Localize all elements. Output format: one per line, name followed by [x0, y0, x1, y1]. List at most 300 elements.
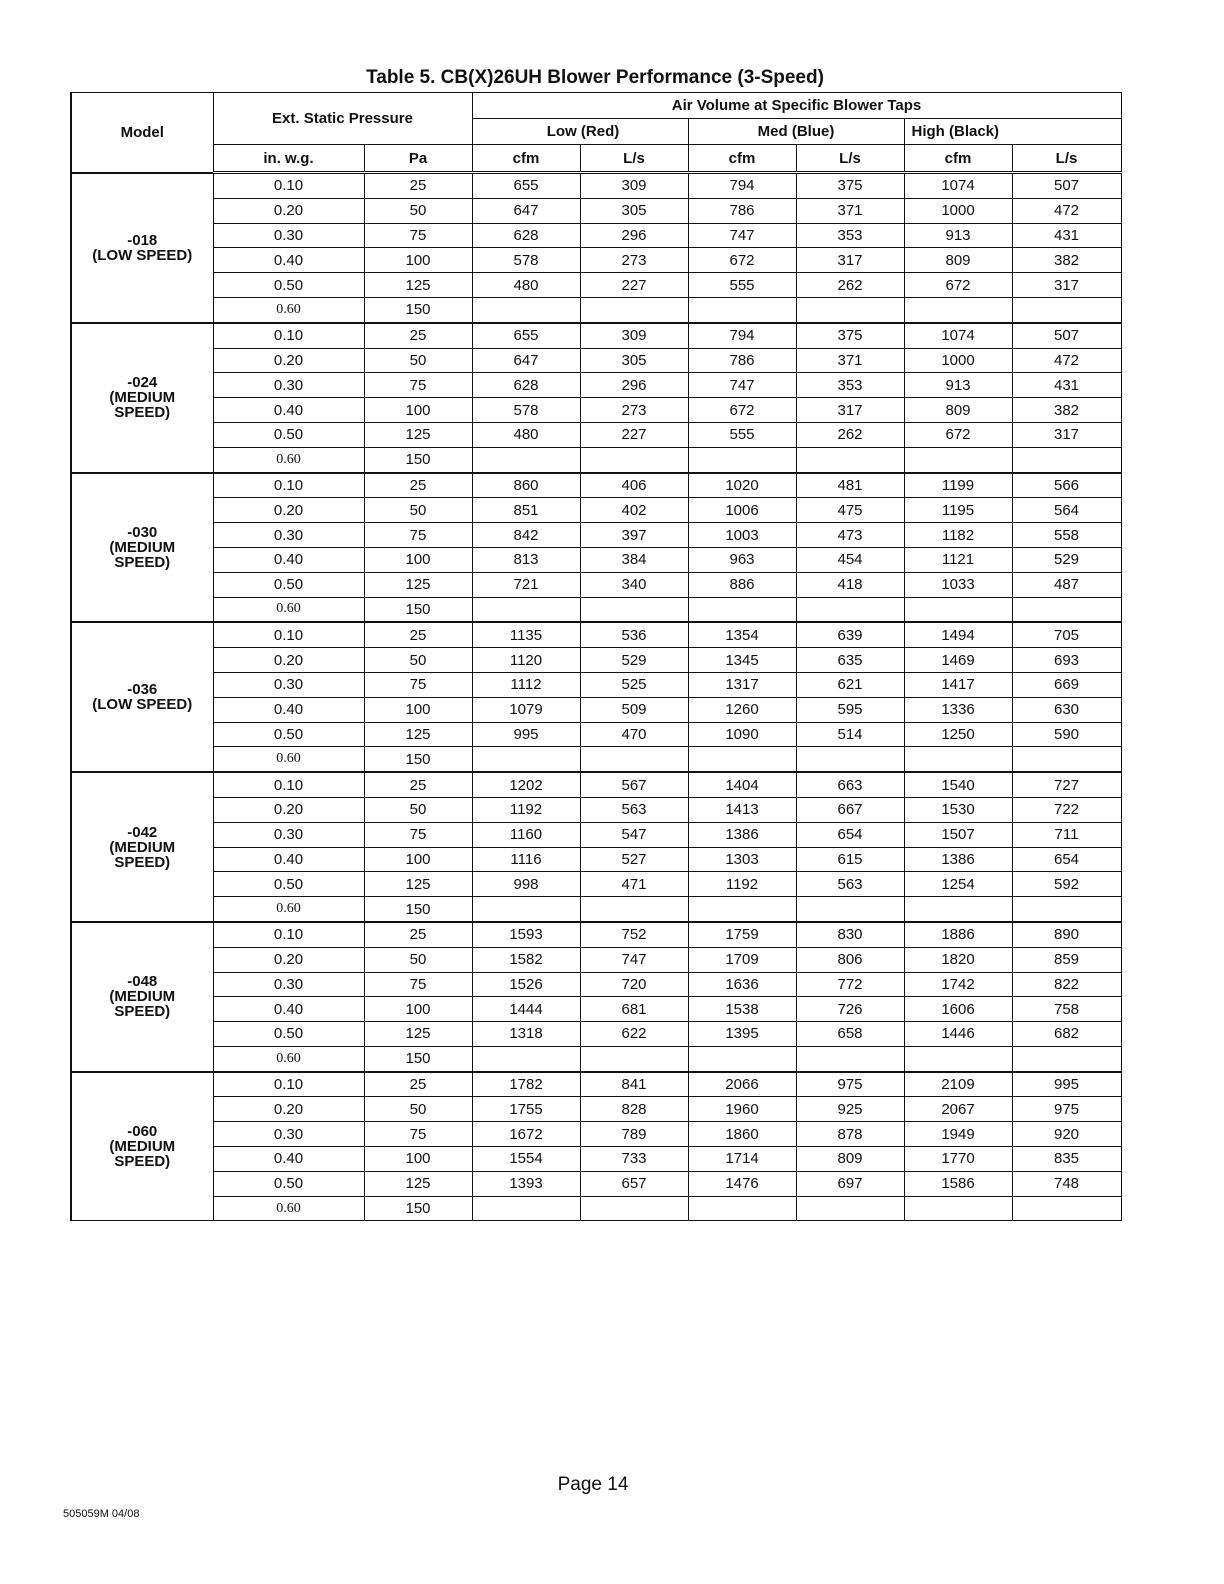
table-row — [71, 173, 1121, 199]
airflow-cell: 1000 — [904, 348, 1012, 373]
airflow-cell: 1469 — [904, 648, 1012, 673]
airflow-cell: 590 — [1012, 722, 1121, 747]
airflow-cell — [580, 1196, 688, 1221]
model-label — [71, 1072, 213, 1221]
airflow-cell: 472 — [1012, 348, 1121, 373]
airflow-cell — [580, 447, 688, 472]
pressure-inwg-cell: 0.20 — [213, 198, 364, 223]
table-row — [71, 1196, 1121, 1221]
pressure-inwg-cell: 0.50 — [213, 722, 364, 747]
airflow-cell: 828 — [580, 1097, 688, 1122]
airflow-cell: 655 — [472, 173, 580, 199]
airflow-cell: 890 — [1012, 922, 1121, 947]
pressure-pa-cell: 150 — [364, 297, 472, 322]
pressure-pa-cell: 125 — [364, 422, 472, 447]
pressure-pa-cell: 150 — [364, 897, 472, 922]
airflow-cell: 1395 — [688, 1022, 796, 1047]
model-label-line: (MEDIUM — [109, 538, 176, 556]
airflow-cell: 1759 — [688, 922, 796, 947]
airflow-cell: 566 — [1012, 473, 1121, 498]
airflow-cell: 1116 — [472, 847, 580, 872]
airflow-cell: 1526 — [472, 972, 580, 997]
unit-med-cfm: cfm — [688, 145, 796, 173]
airflow-cell: 667 — [796, 797, 904, 822]
table-row — [71, 547, 1121, 572]
airflow-cell: 475 — [796, 498, 904, 523]
airflow-cell: 1530 — [904, 797, 1012, 822]
table-row — [71, 447, 1121, 472]
airflow-cell: 317 — [796, 398, 904, 423]
table-row — [71, 348, 1121, 373]
pressure-pa-cell: 50 — [364, 198, 472, 223]
airflow-cell: 975 — [1012, 1097, 1121, 1122]
airflow-cell: 1135 — [472, 622, 580, 647]
tap-high-header: High (Black) — [904, 119, 1121, 145]
pressure-inwg-cell: 0.40 — [213, 1147, 364, 1172]
pressure-inwg-cell: 0.60 — [213, 747, 364, 772]
airflow-cell — [580, 897, 688, 922]
table-row — [71, 872, 1121, 897]
airflow-cell: 371 — [796, 198, 904, 223]
unit-high-ls: L/s — [1012, 145, 1121, 173]
airflow-cell: 509 — [580, 697, 688, 722]
airflow-cell: 525 — [580, 672, 688, 697]
airflow-cell — [904, 447, 1012, 472]
airflow-cell: 672 — [688, 248, 796, 273]
airflow-cell: 1586 — [904, 1171, 1012, 1196]
pressure-inwg-cell: 0.40 — [213, 547, 364, 572]
pressure-inwg-cell: 0.40 — [213, 997, 364, 1022]
airflow-cell: 1886 — [904, 922, 1012, 947]
airflow-cell: 1192 — [472, 797, 580, 822]
airflow-cell: 487 — [1012, 572, 1121, 597]
model-label-line: (MEDIUM — [109, 838, 176, 856]
table-row — [71, 1097, 1121, 1122]
airflow-cell — [688, 297, 796, 322]
airflow-cell: 813 — [472, 547, 580, 572]
airflow-cell: 1636 — [688, 972, 796, 997]
airflow-cell — [904, 897, 1012, 922]
airflow-cell — [1012, 597, 1121, 622]
pressure-inwg-cell: 0.20 — [213, 498, 364, 523]
airflow-cell — [904, 297, 1012, 322]
pressure-inwg-cell: 0.20 — [213, 648, 364, 673]
airflow-cell: 473 — [796, 523, 904, 548]
airflow-cell — [796, 1196, 904, 1221]
airflow-cell: 721 — [472, 572, 580, 597]
airflow-cell: 794 — [688, 323, 796, 348]
pressure-pa-cell: 50 — [364, 947, 472, 972]
airflow-cell: 431 — [1012, 223, 1121, 248]
airflow-cell: 657 — [580, 1171, 688, 1196]
airflow-cell: 822 — [1012, 972, 1121, 997]
airflow-cell: 227 — [580, 422, 688, 447]
table-row — [71, 672, 1121, 697]
airflow-cell — [472, 447, 580, 472]
pressure-pa-cell: 150 — [364, 1196, 472, 1221]
airflow-cell: 262 — [796, 422, 904, 447]
airflow-cell: 747 — [688, 223, 796, 248]
airflow-cell: 1386 — [688, 822, 796, 847]
pressure-inwg-cell: 0.60 — [213, 1046, 364, 1071]
airflow-cell: 529 — [580, 648, 688, 673]
airflow-cell: 1317 — [688, 672, 796, 697]
pressure-pa-cell: 100 — [364, 398, 472, 423]
airflow-cell: 639 — [796, 622, 904, 647]
airflow-cell — [688, 597, 796, 622]
airflow-cell: 1770 — [904, 1147, 1012, 1172]
pressure-pa-cell: 25 — [364, 173, 472, 199]
airflow-cell: 353 — [796, 373, 904, 398]
pressure-pa-cell: 100 — [364, 697, 472, 722]
pressure-pa-cell: 100 — [364, 847, 472, 872]
airflow-cell: 1074 — [904, 173, 1012, 199]
model-label-line: -048 — [127, 973, 158, 991]
airflow-cell: 1033 — [904, 572, 1012, 597]
airflow-cell: 555 — [688, 422, 796, 447]
pressure-inwg-cell: 0.40 — [213, 697, 364, 722]
airflow-cell — [796, 1046, 904, 1071]
pressure-inwg-cell: 0.10 — [213, 473, 364, 498]
airflow-cell: 507 — [1012, 323, 1121, 348]
airflow-cell: 564 — [1012, 498, 1121, 523]
airflow-cell: 555 — [688, 273, 796, 298]
airflow-cell — [904, 747, 1012, 772]
pressure-inwg-cell: 0.10 — [213, 922, 364, 947]
pressure-inwg-cell: 0.10 — [213, 173, 364, 199]
airflow-cell: 809 — [796, 1147, 904, 1172]
ext-static-header: Ext. Static Pressure — [213, 93, 472, 145]
pressure-pa-cell: 25 — [364, 922, 472, 947]
airflow-cell: 655 — [472, 323, 580, 348]
blower-performance-table — [70, 92, 1122, 1221]
airflow-cell: 382 — [1012, 248, 1121, 273]
model-label — [71, 772, 213, 922]
pressure-inwg-cell: 0.10 — [213, 1072, 364, 1097]
pressure-inwg-cell: 0.40 — [213, 398, 364, 423]
airflow-cell: 1182 — [904, 523, 1012, 548]
airflow-cell: 1782 — [472, 1072, 580, 1097]
airflow-cell: 1090 — [688, 722, 796, 747]
pressure-pa-cell: 25 — [364, 622, 472, 647]
table-row — [71, 323, 1121, 348]
airflow-cell — [580, 1046, 688, 1071]
airflow-cell: 382 — [1012, 398, 1121, 423]
airflow-cell: 794 — [688, 173, 796, 199]
pressure-pa-cell: 75 — [364, 223, 472, 248]
table-row — [71, 897, 1121, 922]
pressure-pa-cell: 75 — [364, 1122, 472, 1147]
airflow-cell — [472, 597, 580, 622]
unit-pa: Pa — [364, 145, 472, 173]
airflow-cell: 995 — [1012, 1072, 1121, 1097]
airflow-cell: 998 — [472, 872, 580, 897]
model-label-line: (MEDIUM — [109, 1138, 176, 1156]
airflow-cell: 705 — [1012, 622, 1121, 647]
airflow-cell: 628 — [472, 223, 580, 248]
airflow-cell: 1202 — [472, 772, 580, 797]
airflow-cell: 273 — [580, 248, 688, 273]
airflow-cell — [1012, 1046, 1121, 1071]
table-row — [71, 1147, 1121, 1172]
airflow-cell: 748 — [1012, 1171, 1121, 1196]
airflow-cell: 470 — [580, 722, 688, 747]
pressure-pa-cell: 75 — [364, 672, 472, 697]
airflow-cell: 547 — [580, 822, 688, 847]
airflow-cell: 1494 — [904, 622, 1012, 647]
table-row — [71, 947, 1121, 972]
airflow-cell: 727 — [1012, 772, 1121, 797]
airflow-cell: 418 — [796, 572, 904, 597]
table-row — [71, 223, 1121, 248]
airflow-cell: 672 — [688, 398, 796, 423]
airflow-cell: 431 — [1012, 373, 1121, 398]
pressure-pa-cell: 150 — [364, 1046, 472, 1071]
pressure-inwg-cell: 0.30 — [213, 373, 364, 398]
pressure-inwg-cell: 0.40 — [213, 248, 364, 273]
airflow-cell: 672 — [904, 422, 1012, 447]
airflow-cell: 669 — [1012, 672, 1121, 697]
airflow-cell: 592 — [1012, 872, 1121, 897]
pressure-inwg-cell: 0.60 — [213, 1196, 364, 1221]
airflow-cell: 578 — [472, 248, 580, 273]
pressure-pa-cell: 50 — [364, 498, 472, 523]
pressure-inwg-cell: 0.30 — [213, 1122, 364, 1147]
airflow-cell: 809 — [904, 248, 1012, 273]
table-title: Table 5. CB(X)26UH Blower Performance (3-Speed) — [366, 67, 824, 88]
unit-low-cfm: cfm — [472, 145, 580, 173]
pressure-pa-cell: 25 — [364, 772, 472, 797]
airflow-cell — [1012, 1196, 1121, 1221]
model-label-line: (MEDIUM — [109, 988, 176, 1006]
pressure-pa-cell: 125 — [364, 1171, 472, 1196]
table-row — [71, 747, 1121, 772]
airflow-cell: 340 — [580, 572, 688, 597]
airflow-cell: 471 — [580, 872, 688, 897]
pressure-inwg-cell: 0.20 — [213, 1097, 364, 1122]
airflow-cell: 654 — [796, 822, 904, 847]
airflow-cell: 1860 — [688, 1122, 796, 1147]
pressure-pa-cell: 150 — [364, 747, 472, 772]
pressure-pa-cell: 75 — [364, 373, 472, 398]
airflow-cell: 1386 — [904, 847, 1012, 872]
model-label-line: SPEED) — [114, 404, 171, 422]
model-label-line: SPEED) — [114, 553, 171, 571]
airflow-cell: 654 — [1012, 847, 1121, 872]
airflow-cell: 733 — [580, 1147, 688, 1172]
pressure-inwg-cell: 0.50 — [213, 422, 364, 447]
airflow-cell: 842 — [472, 523, 580, 548]
airflow-cell: 622 — [580, 1022, 688, 1047]
model-label-line: SPEED) — [114, 1003, 171, 1021]
table-row — [71, 597, 1121, 622]
airflow-cell: 305 — [580, 198, 688, 223]
airflow-cell: 1538 — [688, 997, 796, 1022]
airflow-cell: 841 — [580, 1072, 688, 1097]
pressure-pa-cell: 75 — [364, 972, 472, 997]
airflow-cell: 527 — [580, 847, 688, 872]
airflow-cell — [796, 447, 904, 472]
airflow-cell: 1606 — [904, 997, 1012, 1022]
airflow-cell: 536 — [580, 622, 688, 647]
airflow-cell: 1714 — [688, 1147, 796, 1172]
airflow-cell: 481 — [796, 473, 904, 498]
tap-low-header: Low (Red) — [472, 119, 688, 145]
pressure-inwg-cell: 0.60 — [213, 297, 364, 322]
airflow-cell: 1000 — [904, 198, 1012, 223]
airflow-cell: 995 — [472, 722, 580, 747]
table-row — [71, 648, 1121, 673]
airflow-cell: 406 — [580, 473, 688, 498]
airflow-cell: 1121 — [904, 547, 1012, 572]
pressure-pa-cell: 150 — [364, 597, 472, 622]
airflow-cell — [688, 447, 796, 472]
airflow-cell: 1020 — [688, 473, 796, 498]
table-row — [71, 1171, 1121, 1196]
airflow-cell — [580, 597, 688, 622]
airflow-cell: 1417 — [904, 672, 1012, 697]
airflow-cell: 595 — [796, 697, 904, 722]
pressure-inwg-cell: 0.20 — [213, 947, 364, 972]
airflow-cell: 1303 — [688, 847, 796, 872]
airflow-cell — [580, 297, 688, 322]
airflow-cell: 309 — [580, 173, 688, 199]
airflow-cell: 1199 — [904, 473, 1012, 498]
airflow-cell: 693 — [1012, 648, 1121, 673]
airflow-cell: 1404 — [688, 772, 796, 797]
table-row — [71, 772, 1121, 797]
airflow-cell: 563 — [796, 872, 904, 897]
airflow-cell: 1160 — [472, 822, 580, 847]
airflow-cell: 454 — [796, 547, 904, 572]
airflow-cell: 375 — [796, 323, 904, 348]
pressure-inwg-cell: 0.20 — [213, 348, 364, 373]
airflow-cell: 1672 — [472, 1122, 580, 1147]
airflow-cell: 1003 — [688, 523, 796, 548]
airflow-cell: 1446 — [904, 1022, 1012, 1047]
airflow-cell: 809 — [904, 398, 1012, 423]
airflow-cell: 2109 — [904, 1072, 1012, 1097]
model-label-line: -060 — [127, 1123, 158, 1141]
pressure-inwg-cell: 0.50 — [213, 1171, 364, 1196]
pressure-pa-cell: 100 — [364, 997, 472, 1022]
airflow-cell: 1540 — [904, 772, 1012, 797]
airflow-cell: 472 — [1012, 198, 1121, 223]
airflow-cell: 786 — [688, 198, 796, 223]
table-row — [71, 1122, 1121, 1147]
airflow-cell: 1755 — [472, 1097, 580, 1122]
airflow-cell: 1336 — [904, 697, 1012, 722]
airflow-cell: 507 — [1012, 173, 1121, 199]
airflow-cell — [688, 1046, 796, 1071]
airflow-cell: 920 — [1012, 1122, 1121, 1147]
pressure-inwg-cell: 0.30 — [213, 523, 364, 548]
airflow-cell: 529 — [1012, 547, 1121, 572]
airflow-cell: 558 — [1012, 523, 1121, 548]
model-label-line: -036 — [127, 681, 158, 699]
airflow-cell: 397 — [580, 523, 688, 548]
airflow-cell: 697 — [796, 1171, 904, 1196]
airflow-cell: 806 — [796, 947, 904, 972]
airflow-cell: 1742 — [904, 972, 1012, 997]
table-row — [71, 248, 1121, 273]
model-label-line: -030 — [127, 523, 158, 541]
airflow-cell: 1393 — [472, 1171, 580, 1196]
pressure-pa-cell: 100 — [364, 547, 472, 572]
table-row — [71, 622, 1121, 647]
airflow-cell: 317 — [1012, 273, 1121, 298]
airflow-cell: 578 — [472, 398, 580, 423]
airflow-cell — [472, 747, 580, 772]
table-row — [71, 398, 1121, 423]
airflow-cell: 635 — [796, 648, 904, 673]
airflow-cell: 720 — [580, 972, 688, 997]
document-code: 505059M 04/08 — [63, 1508, 140, 1520]
airflow-cell: 1354 — [688, 622, 796, 647]
pressure-inwg-cell: 0.60 — [213, 447, 364, 472]
airflow-cell: 1120 — [472, 648, 580, 673]
airflow-cell: 1079 — [472, 697, 580, 722]
airflow-cell — [472, 1196, 580, 1221]
airflow-cell: 1195 — [904, 498, 1012, 523]
airflow-cell: 963 — [688, 547, 796, 572]
pressure-inwg-cell: 0.60 — [213, 897, 364, 922]
pressure-pa-cell: 25 — [364, 1072, 472, 1097]
table-row — [71, 198, 1121, 223]
pressure-inwg-cell: 0.20 — [213, 797, 364, 822]
model-label — [71, 473, 213, 623]
airflow-cell: 835 — [1012, 1147, 1121, 1172]
unit-med-ls: L/s — [796, 145, 904, 173]
airflow-cell: 722 — [1012, 797, 1121, 822]
model-label-line: (LOW SPEED) — [92, 246, 193, 264]
airflow-cell: 681 — [580, 997, 688, 1022]
airflow-cell: 647 — [472, 348, 580, 373]
airflow-cell: 913 — [904, 373, 1012, 398]
table-row — [71, 1072, 1121, 1097]
table-row — [71, 922, 1121, 947]
airflow-cell — [796, 297, 904, 322]
airflow-cell: 1507 — [904, 822, 1012, 847]
pressure-inwg-cell: 0.30 — [213, 822, 364, 847]
airflow-cell: 480 — [472, 422, 580, 447]
airflow-cell — [904, 597, 1012, 622]
airflow-cell — [688, 897, 796, 922]
airflow-cell: 711 — [1012, 822, 1121, 847]
unit-low-ls: L/s — [580, 145, 688, 173]
airflow-cell: 747 — [580, 947, 688, 972]
airflow-cell — [796, 897, 904, 922]
airflow-cell: 227 — [580, 273, 688, 298]
table-row — [71, 1022, 1121, 1047]
airflow-cell: 975 — [796, 1072, 904, 1097]
airflow-cell: 786 — [688, 348, 796, 373]
pressure-pa-cell: 50 — [364, 648, 472, 673]
airflow-cell: 317 — [796, 248, 904, 273]
airflow-cell: 830 — [796, 922, 904, 947]
airflow-cell: 758 — [1012, 997, 1121, 1022]
pressure-pa-cell: 100 — [364, 248, 472, 273]
pressure-pa-cell: 125 — [364, 872, 472, 897]
airflow-cell: 925 — [796, 1097, 904, 1122]
table-row — [71, 498, 1121, 523]
table-row — [71, 297, 1121, 322]
airflow-cell: 621 — [796, 672, 904, 697]
airflow-cell: 628 — [472, 373, 580, 398]
table-row — [71, 822, 1121, 847]
model-label-line: SPEED) — [114, 853, 171, 871]
airflow-cell: 1250 — [904, 722, 1012, 747]
